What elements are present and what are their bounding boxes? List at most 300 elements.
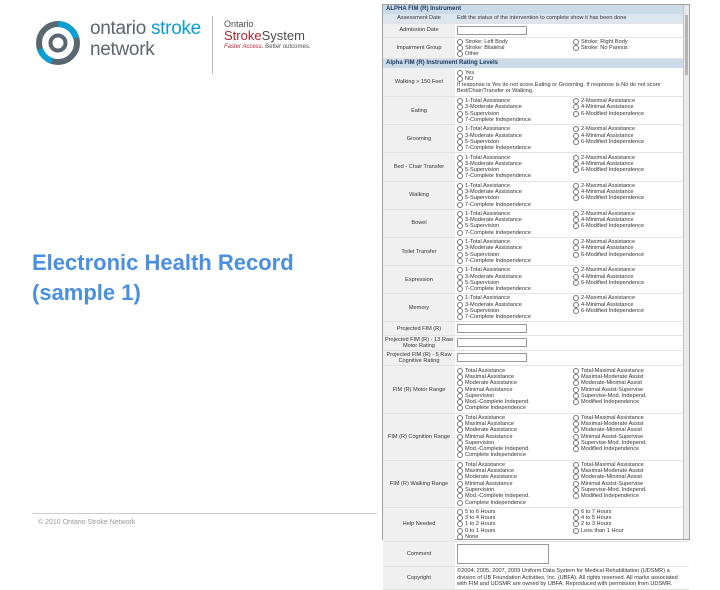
radio-option-label: Total-Maximal Assistance	[581, 461, 644, 468]
radio-option-label: Maximal Assistance	[465, 373, 515, 380]
form-row-content	[455, 266, 689, 293]
radio-option[interactable]	[457, 314, 571, 320]
radio-button-icon[interactable]	[573, 446, 579, 452]
radio-button-icon[interactable]	[457, 468, 463, 474]
radio-button-icon[interactable]	[457, 500, 463, 506]
radio-button-icon[interactable]	[457, 245, 463, 251]
radio-button-icon[interactable]	[573, 493, 579, 499]
radio-button-icon[interactable]	[573, 211, 579, 217]
radio-option-label: 5-Supervision	[465, 251, 500, 258]
radio-button-icon[interactable]	[573, 421, 579, 427]
radio-button-icon[interactable]	[457, 286, 463, 292]
radio-group	[457, 415, 687, 459]
radio-option-label: 5-Supervision	[465, 279, 500, 286]
radio-option-label: Stroke: Bilateral	[465, 44, 505, 51]
radio-option-label: 5-Supervision	[465, 308, 500, 315]
text-input[interactable]	[457, 26, 527, 35]
form-row-label: Admission Date	[383, 24, 455, 37]
radio-button-icon[interactable]	[573, 515, 579, 521]
radio-option-label: Yes	[465, 69, 475, 76]
radio-option-label: Moderate Assistance	[465, 380, 517, 387]
radio-button-icon[interactable]	[573, 481, 579, 487]
form-row-label: Comment	[383, 542, 455, 566]
text-input[interactable]	[457, 353, 527, 362]
radio-option-label: Moderate-Minimal Assist	[581, 474, 642, 481]
form-row	[383, 125, 689, 153]
radio-button-icon[interactable]	[457, 76, 463, 82]
radio-button-icon[interactable]	[573, 393, 579, 399]
radio-button-icon[interactable]	[573, 189, 579, 195]
footer-copyright: © 2010 Ontario Stroke Network	[38, 519, 136, 526]
form-row-label: Toilet Transfer	[383, 238, 455, 265]
radio-option-label: Total Assistance	[465, 414, 506, 421]
radio-button-icon[interactable]	[573, 139, 579, 145]
form-row	[383, 153, 689, 181]
form-row-content	[455, 336, 689, 350]
radio-button-icon[interactable]	[457, 183, 463, 189]
radio-option[interactable]	[573, 493, 687, 499]
radio-button-icon[interactable]	[457, 452, 463, 458]
form-row	[383, 14, 689, 24]
radio-option[interactable]	[573, 446, 687, 452]
radio-group	[457, 154, 687, 179]
radio-option-label: 2-Maximal Assistance	[581, 295, 636, 302]
radio-group	[457, 39, 687, 58]
radio-option-label: 6-Modified Independence	[581, 110, 645, 117]
radio-button-icon[interactable]	[573, 521, 579, 527]
radio-button-icon[interactable]	[573, 45, 579, 51]
radio-button-icon[interactable]	[457, 217, 463, 223]
radio-option-label: Total Assistance	[465, 461, 506, 468]
form-row-content	[455, 542, 689, 566]
radio-button-icon[interactable]	[457, 167, 463, 173]
form-row	[383, 24, 689, 38]
radio-button-icon[interactable]	[457, 39, 463, 45]
radio-button-icon[interactable]	[573, 111, 579, 117]
radio-option-label: 3-Moderate Assistance	[465, 301, 522, 308]
radio-button-icon[interactable]	[457, 70, 463, 76]
radio-button-icon[interactable]	[457, 267, 463, 273]
radio-button-icon[interactable]	[457, 405, 463, 411]
radio-option-label: 4-Minimal Assistance	[581, 160, 634, 167]
radio-button-icon[interactable]	[457, 393, 463, 399]
radio-option[interactable]	[457, 173, 571, 179]
radio-button-icon[interactable]	[573, 104, 579, 110]
radio-button-icon[interactable]	[573, 155, 579, 161]
radio-option-label: Stroke: Right Body	[581, 38, 628, 45]
radio-button-icon[interactable]	[573, 195, 579, 201]
radio-button-icon[interactable]	[457, 173, 463, 179]
radio-button-icon[interactable]	[457, 126, 463, 132]
radio-option-label: Total-Maximal Assistance	[581, 367, 644, 374]
radio-group	[457, 462, 687, 506]
radio-button-icon[interactable]	[573, 380, 579, 386]
form-row-content	[455, 125, 689, 152]
radio-option[interactable]	[457, 51, 571, 57]
form-row-content	[455, 153, 689, 180]
radio-button-icon[interactable]	[573, 434, 579, 440]
radio-button-icon[interactable]	[457, 45, 463, 51]
text-input[interactable]	[457, 338, 527, 347]
form-row	[383, 294, 689, 322]
radio-option-label: Stroke: Left Body	[465, 38, 508, 45]
radio-group	[457, 367, 687, 411]
radio-option-label: 7-Complete Independence	[465, 145, 531, 152]
radio-option-label: Maximal Assistance	[465, 421, 515, 427]
radio-button-icon[interactable]	[457, 474, 463, 480]
radio-option-label: 3-Moderate Assistance	[465, 104, 522, 111]
radio-option-label: 1-Total Assistance	[465, 98, 511, 105]
system-logo-tag-b: Better outcomes.	[265, 44, 311, 50]
radio-option-label: 2 to 3 Hours	[581, 521, 612, 528]
radio-option-label: 4-Minimal Assistance	[581, 245, 634, 252]
form-row-content	[455, 97, 689, 124]
radio-option[interactable]	[457, 230, 571, 236]
radio-option-label: Mod.-Complete Independ.	[465, 399, 530, 406]
form-row-label: FIM (R) Walking Range	[383, 461, 455, 507]
radio-button-icon[interactable]	[457, 139, 463, 145]
radio-option[interactable]	[573, 399, 687, 405]
radio-button-icon[interactable]	[457, 111, 463, 117]
form-row-content	[455, 38, 689, 59]
radio-button-icon[interactable]	[573, 295, 579, 301]
radio-button-icon[interactable]	[457, 98, 463, 104]
radio-button-icon[interactable]	[457, 487, 463, 493]
form-row	[383, 266, 689, 294]
logo-wordmark	[90, 18, 201, 60]
radio-button-icon[interactable]	[573, 440, 579, 446]
form-row	[383, 366, 689, 413]
radio-option-label: 4-Minimal Assistance	[581, 188, 634, 195]
radio-button-icon[interactable]	[573, 528, 579, 534]
radio-button-icon[interactable]	[457, 117, 463, 123]
radio-option-label: 2-Maximal Assistance	[581, 210, 636, 217]
radio-button-icon[interactable]	[457, 493, 463, 499]
radio-option-label: Supervision	[465, 486, 495, 493]
radio-button-icon[interactable]	[457, 133, 463, 139]
radio-option[interactable]	[457, 201, 571, 207]
radio-option-label: 2-Maximal Assistance	[581, 182, 636, 189]
radio-option-label: 4-Minimal Assistance	[581, 301, 634, 308]
radio-button-icon[interactable]	[457, 274, 463, 280]
radio-option-label: Supervision	[465, 392, 495, 399]
form-row-content	[455, 294, 689, 321]
radio-option-label: Minimal Assist-Supervise	[581, 433, 644, 440]
radio-button-icon[interactable]	[573, 387, 579, 393]
radio-option-label: Modified Independence	[581, 493, 640, 500]
radio-button-icon[interactable]	[573, 183, 579, 189]
radio-option-label: Complete Independence	[465, 405, 526, 412]
radio-button-icon[interactable]	[573, 252, 579, 258]
form-row-label: Expression	[383, 266, 455, 293]
radio-option-label: Modified Independence	[581, 399, 640, 406]
radio-button-icon[interactable]	[573, 368, 579, 374]
radio-button-icon[interactable]	[573, 167, 579, 173]
radio-option[interactable]	[457, 452, 571, 458]
radio-option-label: 0 to 1 Hours	[465, 527, 496, 534]
radio-option-label: 1-Total Assistance	[465, 210, 511, 217]
radio-button-icon[interactable]	[573, 161, 579, 167]
radio-option-label: Minimal Assistance	[465, 433, 513, 440]
radio-option-label: Moderate Assistance	[465, 474, 517, 481]
radio-option-label: Moderate Assistance	[465, 427, 517, 434]
radio-button-icon[interactable]	[457, 51, 463, 57]
radio-button-icon[interactable]	[457, 434, 463, 440]
radio-button-icon[interactable]	[573, 267, 579, 273]
radio-option-label: Supervise-Mod. Independ.	[581, 392, 647, 399]
radio-option-label: Total-Maximal Assistance	[581, 414, 644, 421]
form-row-label: Help Needed	[383, 508, 455, 541]
radio-option[interactable]	[573, 528, 687, 534]
radio-option[interactable]	[457, 145, 571, 151]
radio-option-label: Less than 1 Hour	[581, 527, 624, 534]
radio-option-label: 2-Maximal Assistance	[581, 126, 636, 133]
radio-button-icon[interactable]	[457, 252, 463, 258]
form-row-label: Copyright	[383, 567, 455, 589]
form-row-label: Projected FIM (R) - 13 Raw Motor Rating	[384, 337, 454, 350]
radio-option[interactable]	[573, 280, 687, 286]
radio-option-label: 3 to 4 Hours	[465, 515, 496, 522]
radio-option-label: Supervise-Mod. Independ.	[581, 439, 647, 446]
radio-option[interactable]	[573, 111, 687, 117]
radio-button-icon[interactable]	[457, 302, 463, 308]
radio-option-label: Minimal Assist-Supervise	[581, 386, 644, 393]
radio-button-icon[interactable]	[573, 308, 579, 314]
form-row	[383, 461, 689, 508]
radio-option[interactable]	[573, 223, 687, 229]
radio-option-label: 7-Complete Independence	[465, 314, 531, 321]
radio-option[interactable]	[573, 308, 687, 314]
radio-option-label: 1-Total Assistance	[465, 126, 511, 133]
radio-button-icon[interactable]	[457, 258, 463, 264]
radio-button-icon[interactable]	[457, 534, 463, 540]
radio-option[interactable]	[457, 258, 571, 264]
radio-button-icon[interactable]	[457, 189, 463, 195]
scrollbar-thumb[interactable]	[685, 15, 688, 75]
form-row-content	[455, 182, 689, 209]
form-row-label: Bed - Chair Transfer	[383, 153, 455, 180]
radio-option[interactable]	[457, 534, 571, 540]
radio-option-label: 3-Moderate Assistance	[465, 188, 522, 195]
radio-button-icon[interactable]	[457, 421, 463, 427]
comment-textarea[interactable]	[457, 544, 549, 564]
form-section-header: Alpha FIM (R) Instrument Rating Levels	[383, 59, 689, 68]
radio-option[interactable]	[573, 45, 687, 51]
radio-option-label: Stroke: No Paresis	[581, 44, 628, 51]
radio-button-icon[interactable]	[457, 202, 463, 208]
radio-button-icon[interactable]	[457, 223, 463, 229]
radio-group	[457, 509, 687, 540]
radio-group	[457, 126, 687, 151]
stroke-network-logo-icon	[34, 18, 82, 68]
radio-button-icon[interactable]	[457, 195, 463, 201]
radio-button-icon[interactable]	[573, 509, 579, 515]
radio-option-label: 5-Supervision	[465, 167, 500, 174]
slide-title-line1: Electronic Health Record	[32, 250, 294, 275]
radio-button-icon[interactable]	[457, 374, 463, 380]
radio-button-icon[interactable]	[457, 415, 463, 421]
radio-button-icon[interactable]	[573, 374, 579, 380]
radio-option[interactable]	[573, 252, 687, 258]
radio-group	[457, 267, 687, 292]
form-row-label: Eating	[383, 97, 455, 124]
radio-option-label: 6-Modified Independence	[581, 195, 645, 202]
form-row	[383, 567, 689, 590]
radio-option-label: 5-Supervision	[465, 110, 500, 117]
radio-option[interactable]	[573, 167, 687, 173]
radio-button-icon[interactable]	[457, 295, 463, 301]
radio-option-label: 7-Complete Independence	[465, 173, 531, 180]
radio-option-label: 4-Minimal Assistance	[581, 132, 634, 139]
form-row	[383, 38, 689, 60]
radio-button-icon[interactable]	[457, 515, 463, 521]
radio-button-icon[interactable]	[573, 133, 579, 139]
radio-option-label: Mod.-Complete Independ.	[465, 493, 530, 500]
radio-button-icon[interactable]	[573, 98, 579, 104]
logo-line1-pre: ontario	[90, 18, 151, 39]
radio-button-icon[interactable]	[457, 104, 463, 110]
radio-option-label: Total Assistance	[465, 367, 506, 374]
radio-option-label: 3-Moderate Assistance	[465, 132, 522, 139]
radio-button-icon[interactable]	[457, 145, 463, 151]
radio-option-label: 7-Complete Independence	[465, 229, 531, 236]
radio-option[interactable]	[457, 499, 571, 505]
radio-option-label: Maximal Assistance	[465, 468, 515, 475]
radio-button-icon[interactable]	[573, 280, 579, 286]
radio-button-icon[interactable]	[573, 487, 579, 493]
radio-button-icon[interactable]	[573, 474, 579, 480]
radio-button-icon[interactable]	[457, 308, 463, 314]
radio-group	[457, 295, 687, 320]
radio-option-label: 2-Maximal Assistance	[581, 98, 636, 105]
radio-button-icon[interactable]	[457, 440, 463, 446]
radio-button-icon[interactable]	[457, 399, 463, 405]
radio-button-icon[interactable]	[457, 509, 463, 515]
radio-button-icon[interactable]	[457, 462, 463, 468]
radio-option-label: Mod.-Complete Independ.	[465, 446, 530, 453]
radio-button-icon[interactable]	[457, 314, 463, 320]
radio-option[interactable]	[457, 117, 571, 123]
radio-button-icon[interactable]	[573, 39, 579, 45]
radio-option[interactable]	[457, 286, 571, 292]
form-row-content	[455, 210, 689, 237]
radio-option[interactable]	[457, 405, 571, 411]
radio-button-icon[interactable]	[573, 239, 579, 245]
radio-option-label: 7-Complete Independence	[465, 257, 531, 264]
radio-button-icon[interactable]	[457, 387, 463, 393]
logo-line1-highlight: stroke	[150, 18, 201, 39]
radio-button-icon[interactable]	[573, 245, 579, 251]
radio-button-icon[interactable]	[573, 274, 579, 280]
form-row-label: Projected FIM (R)	[383, 322, 455, 335]
radio-option-label: 6-Modified Independence	[581, 223, 645, 230]
text-input[interactable]	[457, 324, 527, 333]
radio-group	[457, 239, 687, 264]
form-row	[383, 414, 689, 461]
radio-button-icon[interactable]	[457, 155, 463, 161]
radio-option-label: 3-Moderate Assistance	[465, 160, 522, 167]
radio-button-icon[interactable]	[457, 368, 463, 374]
radio-button-icon[interactable]	[457, 481, 463, 487]
radio-button-icon[interactable]	[573, 126, 579, 132]
radio-option-label: Supervise-Mod. Independ.	[581, 486, 647, 493]
radio-option-label: 1-Total Assistance	[465, 267, 511, 274]
form-row-content	[455, 322, 689, 335]
radio-option-label: 4-Minimal Assistance	[581, 217, 634, 224]
form-row-label: Walking > 150 Feet	[383, 68, 455, 96]
radio-button-icon[interactable]	[457, 427, 463, 433]
radio-button-icon[interactable]	[457, 380, 463, 386]
radio-option-label: Maximal-Moderate Assist	[581, 373, 644, 380]
radio-button-icon[interactable]	[573, 223, 579, 229]
radio-option-label: 1-Total Assistance	[465, 295, 511, 302]
radio-button-icon[interactable]	[457, 211, 463, 217]
radio-option-label: 5-Supervision	[465, 138, 500, 145]
radio-option-label: Maximal-Moderate Assist	[581, 468, 644, 475]
form-row-label: FIM (R) Motor Range	[383, 366, 455, 412]
radio-button-icon[interactable]	[457, 161, 463, 167]
radio-option[interactable]	[573, 195, 687, 201]
radio-option-label: 1-Total Assistance	[465, 182, 511, 189]
slide-title-line2: (sample 1)	[32, 280, 141, 305]
form-row-label: Impairment Group	[383, 38, 455, 59]
radio-button-icon[interactable]	[573, 302, 579, 308]
radio-button-icon[interactable]	[457, 280, 463, 286]
form-row-content	[455, 461, 689, 507]
radio-option-label: Other	[465, 51, 479, 58]
radio-button-icon[interactable]	[573, 462, 579, 468]
radio-option-label: 6-Modified Independence	[581, 167, 645, 174]
radio-button-icon[interactable]	[573, 427, 579, 433]
radio-button-icon[interactable]	[457, 446, 463, 452]
form-row-note: If response is Yes do not score Eating or Grooming. If response is No do not score Bed/Chair/Transfer or Walking.	[457, 81, 661, 95]
system-logo-system: System	[261, 28, 305, 43]
radio-option-label: 4 to 5 Hours	[581, 515, 612, 522]
form-row	[383, 351, 689, 366]
radio-button-icon[interactable]	[573, 217, 579, 223]
form-row-content	[455, 351, 689, 365]
radio-option-label: Complete Independence	[465, 499, 526, 506]
form-row-content	[455, 414, 689, 460]
radio-option-label: 1 to 2 Hours	[465, 521, 496, 528]
radio-button-icon[interactable]	[457, 521, 463, 527]
radio-button-icon[interactable]	[573, 468, 579, 474]
radio-button-icon[interactable]	[457, 230, 463, 236]
ehr-form-screenshot	[382, 4, 690, 588]
radio-option-label: 6-Modified Independence	[581, 138, 645, 145]
radio-button-icon[interactable]	[457, 239, 463, 245]
radio-option[interactable]	[573, 139, 687, 145]
radio-option-label: 5 to 6 Hours	[465, 508, 496, 515]
form-row-text: Edit the status of the intervention to complete show it has been done	[455, 14, 689, 23]
radio-button-icon[interactable]	[457, 528, 463, 534]
radio-option-label: Moderate-Minimal Assist	[581, 427, 642, 434]
form-row-content	[455, 24, 689, 37]
radio-button-icon[interactable]	[573, 399, 579, 405]
form-scrollbar[interactable]	[683, 5, 689, 539]
radio-option-label: 6-Modified Independence	[581, 279, 645, 286]
radio-option-label: 6 to 7 Hours	[581, 508, 612, 515]
radio-option-label: 7-Complete Independence	[465, 201, 531, 208]
slide-title	[32, 248, 294, 308]
form-row	[383, 97, 689, 125]
radio-button-icon[interactable]	[573, 415, 579, 421]
radio-option-label: Moderate-Minimal Assist	[581, 380, 642, 387]
radio-option-label: 7-Complete Independence	[465, 117, 531, 124]
radio-option-label: Maximal-Moderate Assist	[581, 421, 644, 427]
radio-option-label: 5-Supervision	[465, 195, 500, 202]
logo-divider	[212, 16, 213, 74]
